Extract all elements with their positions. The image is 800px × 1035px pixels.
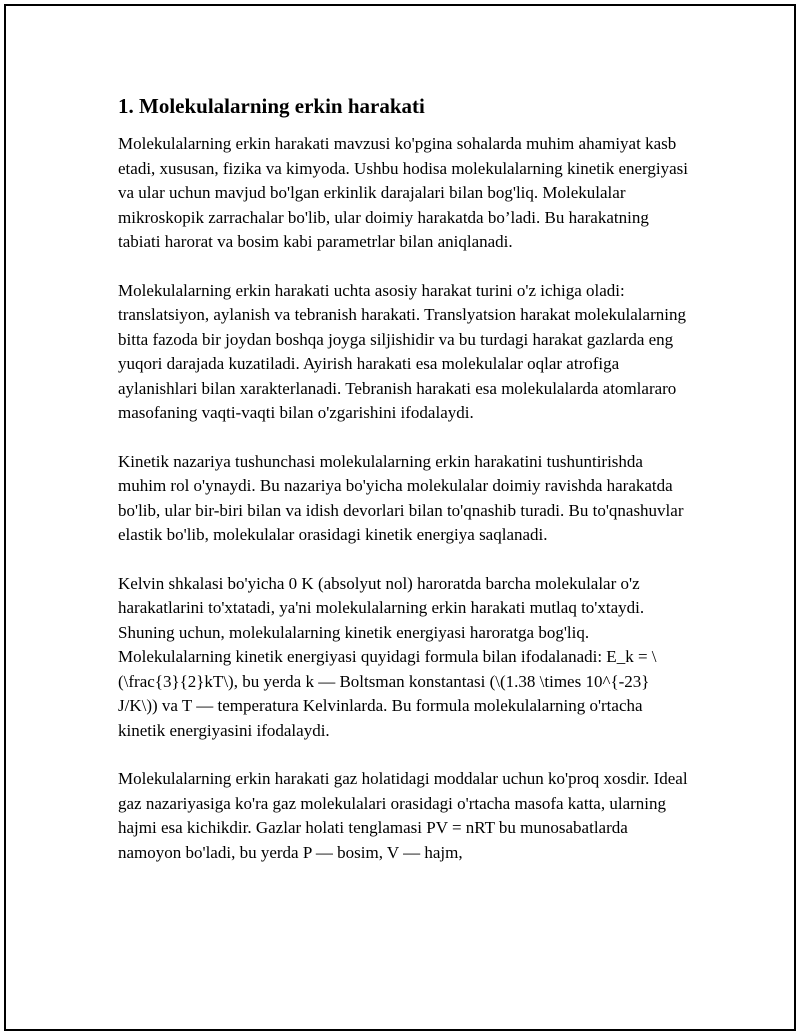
paragraph-4: Kelvin shkalasi bo'yicha 0 K (absolyut nol) haroratda barcha molekulalar o'z harakatlarini to'xtatadi, ya'ni molekulalarning erkin harakati mutlaq to'xtaydi. Shuning uchun, molekulalarning kinetik energiyasi haroratga bog'liq. Molekulalarning kinetik energiyasi quyidagi formula bilan ifodalanadi: E_k = \(\frac{3}{2}kT\), bu yerda k — Boltsman konstantasi (\(1.38 \times 10^{-23} J/K\)) va T — temperatura Kelvinlarda. Bu formula molekulalarning o'rtacha kinetik energiyasini ifodalaydi. — [118, 573, 657, 740]
paragraph-2: Molekulalarning erkin harakati uchta asosiy harakat turini o'z ichiga oladi: translatsiyon, aylanish va tebranish harakati. Translyatsion harakat molekulalarning bitta fazoda bir joydan boshqa joyga siljishidir va bu turdagi harakat gazlarda eng yuqori darajada kuzatiladi. Ayirish harakati esa molekulalar oqlar atrofiga aylanishlari bilan xarakterlanadi. Tebranish harakati esa molekulalarda atomlararo masofaning vaqti-vaqti bilan o'zgarishini ifodalaydi. — [118, 280, 686, 422]
paragraph-5: Molekulalarning erkin harakati gaz holatidagi moddalar uchun ko'proq xosdir. Ideal gaz nazariyasiga ko'ra gaz molekulalari orasidagi o'rtacha masofa katta, ularning hajmi esa kichikdir. Gazlar holati tenglamasi PV = nRT bu munosabatlarda namoyon bo'ladi, bu yerda P — bosim, V — hajm, — [118, 769, 688, 862]
paragraph-3: Kinetik nazariya tushunchasi molekulalarning erkin harakatini tushuntirishda muhim rol o'ynaydi. Bu nazariya bo'yicha molekulalar doimiy ravishda harakatda bo'lib, ular bir-biri bilan va idish devorlari bilan to'qnashib turadi. Bu to'qnashuvlar elastik bo'lib, molekulalar orasidagi kinetik energiya saqlanadi. — [118, 451, 684, 544]
paragraph-1: Molekulalarning erkin harakati mavzusi ko'pgina sohalarda muhim ahamiyat kasb etadi, xususan, fizika va kimyoda. Ushbu hodisa molekulalarning kinetik energiyasi va ular uchun mavjud bo'lgan erkinlik darajalari bilan bog'liq. Molekulalar mikroskopik zarrachalar bo'lib, ular doimiy harakatda bo’ladi. Bu harakatning tabiati harorat va bosim kabi parametrlar bilan aniqlanadi. — [118, 134, 689, 251]
document-body — [118, 92, 688, 889]
section-heading: 1. Molekulalarning erkin harakati — [118, 94, 425, 118]
